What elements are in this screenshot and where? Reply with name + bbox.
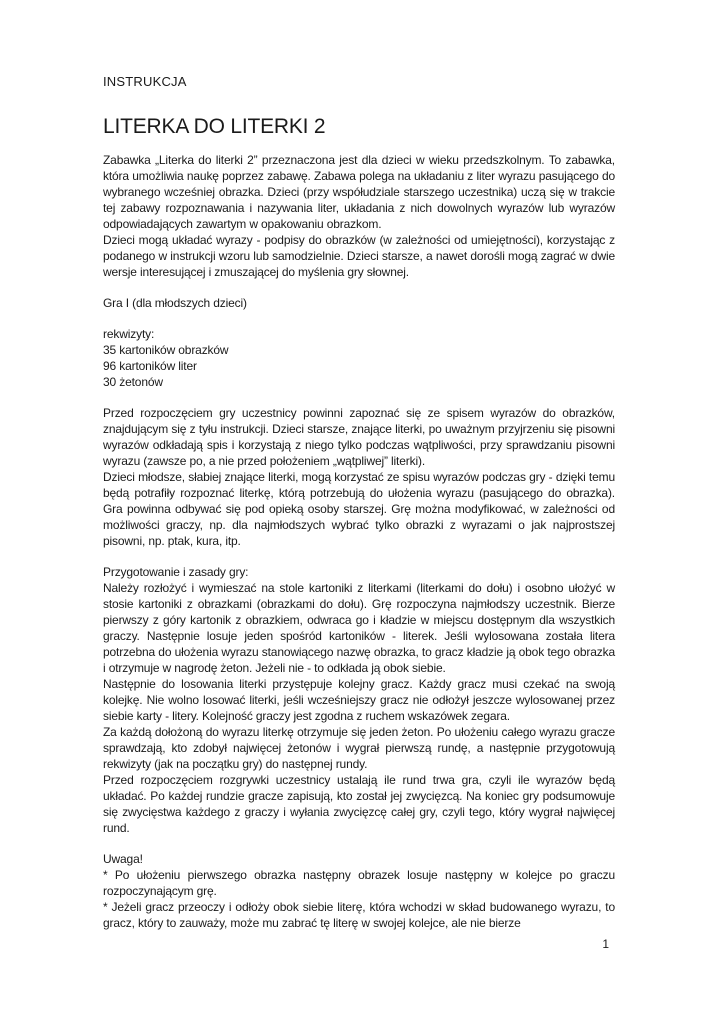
requisite-item: 30 żetonów [103,375,163,389]
before-game-paragraph: Przed rozpoczęciem gry uczestnicy powinni zapoznać się ze spisem wyrazów do obrazków, znajdującym się z tyłu instrukcji. Dzieci starsze, znające literki, po uważnym przyjrzeniu się pisowni wyrazów odkładają spis i korzystają z niego tylko podczas wątpliwości, przy sprawdzaniu pisowni wyrazu (zawsze po, a nie przed położeniem „wątpliwej” literki). [103,406,615,468]
note-heading: Uwaga! [103,852,143,866]
intro-paragraph: Dzieci mogą układać wyrazy - podpisy do obrazków (w zależności od umiejętności), korzystając z podanego w instrukcji wzoru lub samodzielnie. Dzieci starsze, a nawet dorośli mogą zagrać w dwie wersje interesującej i zmuszającej do myślenia gry słownej. [103,233,615,279]
requisite-item: 96 kartoników liter [103,359,197,373]
game-heading: Gra I (dla młodszych dzieci) [103,296,247,310]
rules-paragraph: Następnie do losowania literki przystępuje kolejny gracz. Każdy gracz musi czekać na swoją kolejkę. Nie wolno losować literki, jeśli wcześniejszy gracz nie odłożył jeszcze wylosowanej przez siebie karty - litery. Kolejność graczy jest zgodna z ruchem wskazówek zegara. [103,677,615,723]
note-item: * Jeżeli gracz przeoczy i odłoży obok siebie literę, która wchodzi w skład budowanego wyrazu, to gracz, który to zauważy, może mu zabrać tę literę w swojej kolejce, ale nie bierze [103,900,615,930]
rules-paragraph: Za każdą dołożoną do wyrazu literkę otrzymuje się jeden żeton. Po ułożeniu całego wyrazu gracze sprawdzają, kto zdobył najwięcej żetonów i wygrał pierwszą rundę, a następnie przygotowują rekwizyty (jak na początku gry) do następnej rundy. [103,725,615,771]
rules-paragraph: Przed rozpoczęciem rozgrywki uczestnicy ustalają ile rund trwa gra, czyli ile wyrazów będą układać. Po każdej rundzie gracze zapisują, kto został jej zwycięzcą. Na koniec gry podsumowuje się zwycięstwa każdego z graczy i wyłania zwycięzcę całej gry, czyli tego, który wygrał najwięcej rund. [103,773,615,835]
rules-heading: Przygotowanie i zasady gry: [103,565,249,579]
requisites-heading: rekwizyty: [103,327,155,341]
page-number: 1 [602,937,609,951]
document-page [103,74,615,931]
note-item: * Po ułożeniu pierwszego obrazka następny obrazek losuje następny w kolejce po graczu rozpoczynającym grę. [103,868,615,898]
rules-paragraph: Należy rozłożyć i wymieszać na stole kartoniki z literkami (literkami do dołu) i osobno ułożyć w stosie kartoniki z obrazkami (obrazkami do dołu). Grę rozpoczyna najmłodszy uczestnik. Bierze pierwszy z góry kartonik z obrazkiem, odwraca go i kładzie w miejscu dostępnym dla wszystkich graczy. Następnie losuje jeden spośród kartoników - literek. Jeśli wylosowana została litera potrzebna do ułożenia wyrazu stanowiącego nazwę obrazka, to gracz kładzie ją obok tego obrazka i otrzymuje w nagrodę żeton. Jeżeli nie - to odkłada ją obok siebie. [103,581,615,675]
document-title: LITERKA DO LITERKI 2 [103,115,326,138]
requisite-item: 35 kartoników obrazków [103,343,229,357]
before-game-paragraph: Dzieci młodsze, słabiej znające literki, mogą korzystać ze spisu wyrazów podczas gry - dzięki temu będą potrafiły rozpoznać literkę, którą potrzebują do ułożenia wyrazu (pasującego do obrazka). Gra powinna odbywać się pod opieką osoby starszej. Grę można modyfikować, w zależności od możliwości graczy, np. dla najmłodszych wybrać tylko obrazki z wyrazami o jak najprostszej pisowni, np. ptak, kura, itp. [103,470,615,548]
intro-paragraph: Zabawka „Literka do literki 2” przeznaczona jest dla dzieci w wieku przedszkolnym. To zabawka, która umożliwia naukę poprzez zabawę. Zabawa polega na układaniu z liter wyrazu pasującego do wybranego wcześniej obrazka. Dzieci (przy współudziale starszego uczestnika) uczą się w trakcie tej zabawy rozpoznawania i nazywania liter, układania z nich dowolnych wyrazów lub wyrazów odpowiadających zawartym w opakowaniu obrazkom. [103,153,615,231]
document-label: INSTRUKCJA [103,74,187,89]
